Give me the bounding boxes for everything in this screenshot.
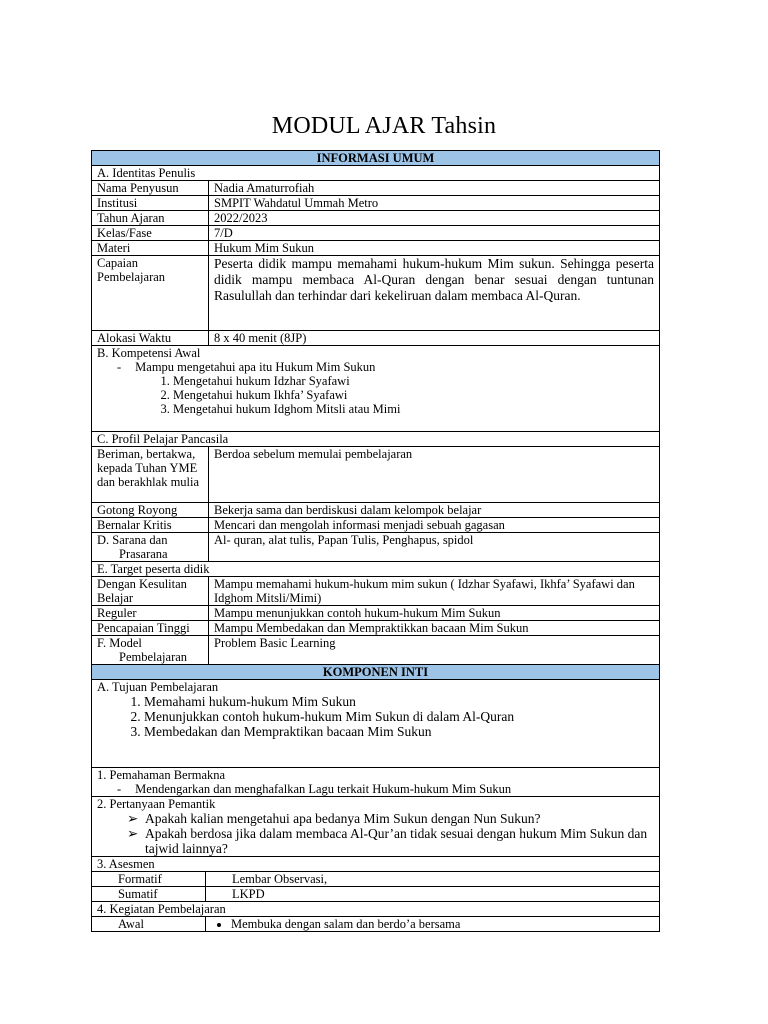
row-sarana: D. Sarana dan Prasarana Al- quran, alat tulis, Papan Tulis, Penghapus, spidol — [91, 533, 660, 562]
row-beriman: Beriman, bertakwa, kepada Tuhan YME dan berakhlak mulia Berdoa sebelum memulai pembelajaran — [91, 447, 660, 503]
row-materi: Materi Hukum Mim Sukun — [91, 241, 660, 256]
section-asesmen-heading: 3. Asesmen — [91, 857, 660, 872]
row-pencapaian: Pencapaian Tinggi Mampu Membedakan dan Mempraktikkan bacaan Mim Sukun — [91, 621, 660, 636]
list-item: - Mampu mengetahui apa itu Hukum Mim Sukun — [127, 360, 654, 374]
row-reguler: Reguler Mampu menunjukkan contoh hukum-hukum Mim Sukun — [91, 606, 660, 621]
band-komponen-inti: KOMPONEN INTI — [91, 665, 660, 680]
row-kesulitan: Dengan Kesulitan Belajar Mampu memahami hukum-hukum mim sukun ( Idzhar Syafawi, Ikhfa’ Syafawi dan Idghom Mitsli/Mimi) — [91, 577, 660, 606]
list-item: 1. Memahami hukum-hukum Mim Sukun — [144, 694, 654, 709]
row-gotong-royong: Gotong Royong Bekerja sama dan berdiskusi dalam kelompok belajar — [91, 503, 660, 518]
list-item: 3. Mengetahui hukum Idghom Mitsli atau Mimi — [173, 402, 654, 416]
pertanyaan-heading: 2. Pertanyaan Pemantik — [97, 797, 216, 811]
section-pertanyaan — [91, 797, 660, 857]
section-c-heading: C. Profil Pelajar Pancasila — [91, 432, 660, 447]
row-sumatif: Sumatif LKPD — [91, 887, 660, 902]
section-b — [91, 346, 660, 432]
row-capaian: Capaian Pembelajaran Peserta didik mampu memahami hukum-hukum Mim sukun. Sehingga peserta didik mampu membaca Al-Quran dengan benar sesuai dengan tuntunan Rasulullah dan terhindar dari kekeliruan dalam membaca Al-Quran. — [91, 256, 660, 331]
section-b-heading: B. Kompetensi Awal — [97, 346, 201, 360]
row-bernalar-kritis: Bernalar Kritis Mencari dan mengolah informasi menjadi sebuah gagasan — [91, 518, 660, 533]
module-table — [91, 150, 660, 932]
row-tahun-ajaran: Tahun Ajaran 2022/2023 — [91, 211, 660, 226]
list-item: ➢ Apakah kalian mengetahui apa bedanya Mim Sukun dengan Nun Sukun? — [127, 811, 541, 826]
page-title: MODUL AJAR Tahsin — [271, 113, 497, 139]
section-kegiatan-heading: 4. Kegiatan Pembelajaran — [91, 902, 660, 917]
section-e-heading: E. Target peserta didik — [91, 562, 660, 577]
row-alokasi: Alokasi Waktu 8 x 40 menit (8JP) — [91, 331, 660, 346]
arrow-bullet-icon: ➢ — [127, 811, 139, 826]
row-formatif: Formatif Lembar Observasi, — [91, 872, 660, 887]
tujuan-heading: A. Tujuan Pembelajaran — [97, 680, 219, 694]
row-nama-penyusun: Nama Penyusun Nadia Amaturrofiah — [91, 181, 660, 196]
list-item: 2. Mengetahui hukum Ikhfa’ Syafawi — [173, 388, 654, 402]
list-item: • Membuka dengan salam dan berdo’a bersama — [231, 917, 654, 931]
section-pemahaman — [91, 768, 660, 797]
list-item: 3. Membedakan dan Mempraktikan bacaan Mim Sukun — [144, 724, 654, 739]
band-informasi-umum: INFORMASI UMUM — [91, 150, 660, 166]
section-a-heading: A. Identitas Penulis — [91, 166, 660, 181]
section-tujuan — [91, 680, 660, 768]
arrow-bullet-icon: ➢ — [127, 826, 139, 841]
list-item: ➢ Apakah berdosa jika dalam membaca Al-Qur’an tidak sesuai dengan hukum Mim Sukun dan tajwid lainnya? — [127, 826, 648, 856]
list-item: 1. Mengetahui hukum Idzhar Syafawi — [173, 374, 654, 388]
list-item: 2. Menunjukkan contoh hukum-hukum Mim Sukun di dalam Al-Quran — [144, 709, 654, 724]
row-institusi: Institusi SMPIT Wahdatul Ummah Metro — [91, 196, 660, 211]
row-awal: Awal • Membuka dengan salam dan berdo’a bersama — [91, 917, 660, 932]
row-model: F. Model Pembelajaran Problem Basic Learning — [91, 636, 660, 665]
list-item: - Mendengarkan dan menghafalkan Lagu terkait Hukum-hukum Mim Sukun — [127, 782, 654, 796]
row-kelas-fase: Kelas/Fase 7/D — [91, 226, 660, 241]
pemahaman-heading: 1. Pemahaman Bermakna — [97, 768, 226, 782]
